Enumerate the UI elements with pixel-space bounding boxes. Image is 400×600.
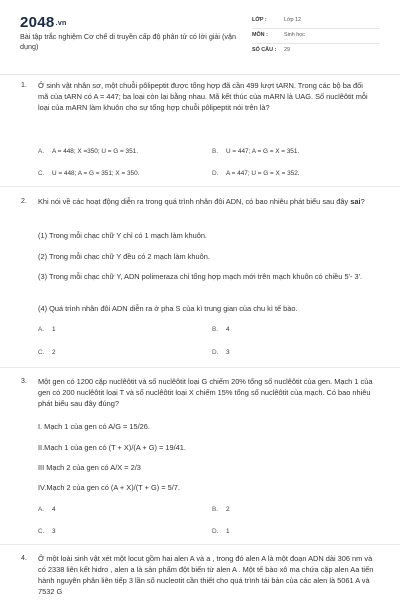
meta-label: MÔN :	[252, 32, 268, 38]
option-text: 2	[52, 349, 56, 356]
meta-row-subject	[252, 29, 380, 44]
statement-4: (4) Quá trình nhân đôi ADN diễn ra ở pha S của kì trung gian của chu kì tế bào.	[38, 304, 298, 313]
meta-panel	[252, 14, 380, 58]
question-number: 4.	[21, 555, 27, 562]
option-key: D.	[212, 528, 219, 535]
statement-1: (1) Trong mỗi chạc chữ Y chỉ có 1 mạch làm khuôn.	[38, 231, 207, 240]
option-c[interactable]	[38, 349, 56, 356]
option-key: D.	[212, 349, 219, 356]
option-d[interactable]	[212, 170, 300, 177]
meta-value: Sinh học	[284, 32, 305, 38]
statement-2: (2) Trong mỗi chạc chữ Y đều có 2 mạch làm khuôn.	[38, 252, 210, 261]
option-text: 1	[226, 528, 230, 535]
page-header	[0, 0, 400, 68]
option-text: A = 447; U = G = X = 352.	[226, 170, 300, 177]
option-text: 4	[226, 326, 230, 333]
logo-main: 2048	[20, 14, 55, 31]
option-key: A.	[38, 148, 45, 155]
option-key: C.	[38, 528, 45, 535]
meta-label: LỚP :	[252, 17, 267, 23]
statement-4: IV.Mạch 2 của gen có (A + X)/(T + G) = 5/7.	[38, 483, 180, 492]
question-text: Ở một loài sinh vật xét một locut gồm hai alen A và a , trong đó alen A là một đoạn ADN dài 306 nm và có 2338 liên kết hidro , alen a là sản phẩm đột biến từ alen A . Một tế bào xô ma chứa cặp alen Aa tiến hành nguyên phân liên tiếp 3 lần số nucleotit cần thiết cho quá trình tái bản của các alen là 5061 A và 7532 G	[38, 554, 374, 596]
option-b[interactable]	[212, 326, 230, 333]
option-c[interactable]	[38, 528, 56, 535]
option-c[interactable]	[38, 170, 139, 177]
logo-suffix: .vn	[55, 20, 67, 27]
option-key: B.	[212, 326, 219, 333]
document-title: Bài tập trắc nghiệm Cơ chế di truyền cấp độ phân tử có lời giải (vận dụng)	[20, 32, 237, 51]
option-key: B.	[212, 148, 219, 155]
question-text-end: ?	[360, 197, 365, 206]
option-key: A.	[38, 326, 45, 333]
meta-row-count	[252, 44, 380, 58]
option-key: C.	[38, 170, 45, 177]
statement-2: II.Mạch 1 của gen có (T + X)/(A + G) = 19/41.	[38, 443, 186, 452]
option-a[interactable]	[38, 506, 56, 513]
option-d[interactable]	[212, 349, 230, 356]
statement-1: I. Mạch 1 của gen có A/G = 15/26.	[38, 422, 150, 431]
option-text: U = 447; A = G = X = 351.	[226, 148, 300, 155]
question-text: Một gen có 1200 cặp nuclêôtit và số nuclêôtit loại G chiếm 20% tổng số nuclêôtit của gen. Mạch 1 của gen có 200 nuclêôtit loại T và số nuclêôtit loại X chiếm 15% tổng số nuclêôtit của mạch. Có bao nhiêu phát biểu sau đây đúng?	[38, 377, 373, 408]
question-text: Ở sinh vật nhân sơ, một chuỗi pôlipeptit được tổng hợp đã cần 499 lượt tARN. Trong các bộ ba đối mã của tARN có A = 447; ba loại còn lại bằng nhau. Mã kết thúc của mARN là UAG. Số nuclêôtit mỗi loại của mARN làm khuôn cho sự tổng hợp chuỗi pôlipeptit nói trên là?	[38, 81, 368, 112]
option-text: 2	[226, 506, 230, 513]
question-divider	[0, 544, 400, 545]
statement-3: (3) Trong mỗi chạc chữ Y, ADN polimeraza chỉ tổng hợp mạch mới trên mạch khuôn có chiều 5'- 3'.	[38, 272, 363, 281]
question-number: 2.	[21, 198, 27, 205]
option-text: U = 448; A = G = 351; X = 350.	[52, 170, 140, 177]
question-divider	[0, 367, 400, 368]
option-text: 1	[52, 326, 56, 333]
option-b[interactable]	[212, 148, 299, 155]
question-text	[38, 196, 374, 207]
meta-value: 29	[284, 47, 290, 53]
question-number: 1.	[21, 82, 27, 89]
option-key: C.	[38, 349, 45, 356]
question-text-start: Khi nói về các hoạt động diễn ra trong quá trình nhân đôi ADN, có bao nhiêu phát biểu sau đây	[38, 197, 351, 206]
meta-row-class	[252, 14, 380, 29]
option-key: B.	[212, 506, 219, 513]
option-a[interactable]	[38, 148, 138, 155]
header-divider	[0, 74, 400, 75]
option-text: A = 448; X =350; U = G = 351.	[52, 148, 138, 155]
option-text: 3	[52, 528, 56, 535]
question-4	[0, 553, 400, 600]
option-key: D.	[212, 170, 219, 177]
statement-3: III Mạch 2 của gen có A/X = 2/3	[38, 463, 141, 472]
meta-label: SỐ CÂU :	[252, 47, 277, 53]
option-d[interactable]	[212, 528, 230, 535]
option-key: A.	[38, 506, 45, 513]
site-logo[interactable]	[20, 14, 67, 31]
meta-value: Lớp 12	[284, 17, 302, 23]
option-b[interactable]	[212, 506, 230, 513]
option-a[interactable]	[38, 326, 56, 333]
question-text-emphasis: sai	[350, 197, 361, 206]
question-divider	[0, 186, 400, 187]
option-text: 4	[52, 506, 56, 513]
option-text: 3	[226, 349, 230, 356]
question-number: 3.	[21, 378, 27, 385]
